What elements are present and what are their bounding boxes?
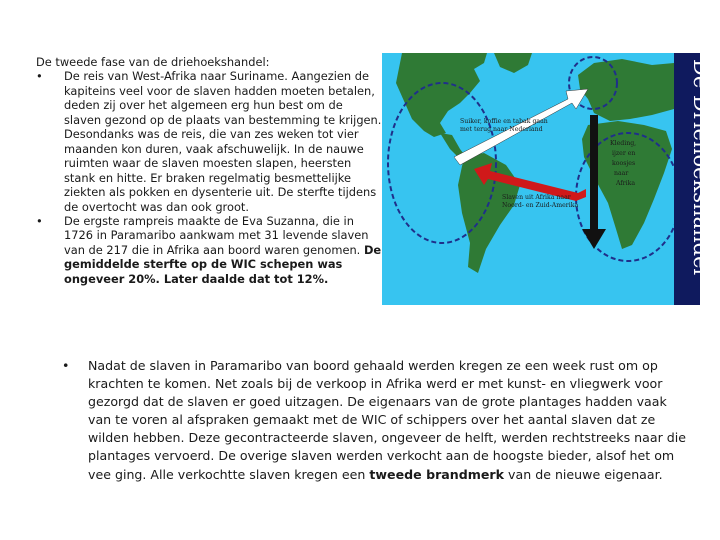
bullet-text-bold: De gemiddelde sterfte op de WIC schepen was ongeveer 20%. Later daalde dat tot 12%. <box>64 242 382 286</box>
map-graphic <box>382 53 713 305</box>
map-title: De Driehoekshandel <box>689 59 713 276</box>
bottom-text-block <box>62 357 687 484</box>
left-text-block <box>36 55 382 286</box>
bottom-text-before: Nadat de slaven in Paramaribo van boord gehaald werden kregen ze een week rust om op krachten te komen. Net zoals bij de verkoop in Afrika werd er met kunst- en vliegwerk voor gezorgd dat de slaven er goed uitzagen. De eigenaars van de grote plantages hadden vaak van te voren al afspraken gemaakt met de WIC of schippers over het aantal slaven dat ze wilden hebben. Deze gecontracteerde slaven, ongeveer de helft, werden rechtstreeks naar die plantages vervoerd. De overige slaven werden verkocht aan de hoogste bieder, alsof het om vee ging. Alle verkochtte slaven kregen een <box>88 358 687 482</box>
triangle-trade-map <box>382 53 713 305</box>
section-heading: De tweede fase van de driehoekshandel: <box>36 55 270 69</box>
bullet-text: De reis van West-Afrika naar Suriname. Aangezien de kapiteins veel voor de slaven hadden moeten betalen, deden zij over het algemeen erg hun best om de slaven gezond op de plaats van bestemming te krijgen. Desondanks was de reis, die van zes weken tot vier maanden kon duren, vaak afschuwelijk. In de nauwe ruimten waar de slaven moesten slapen, heersten stank en hitte. Er braken regelmatig besmettelijke ziekten als pokken en dysenterie uit. De sterfte tijdens de overtocht was dan ook groot. <box>64 69 382 214</box>
label-black-arrow-5: Afrika <box>616 180 636 187</box>
label-black-arrow-3: koosjes <box>612 160 636 167</box>
label-red-arrow-2: Noord- en Zuid-Amerika <box>502 202 579 209</box>
list-item <box>36 69 382 214</box>
bullet-marker: • <box>62 358 70 373</box>
label-red-arrow-1: Slaven uit Afrika naar <box>502 194 571 201</box>
list-item <box>36 214 382 286</box>
label-white-arrow-2: met terug naar Nederland <box>460 126 543 133</box>
label-white-arrow-1: Suiker, koffie en tabak gaan <box>460 118 548 125</box>
label-black-arrow-1: Kleding, <box>610 140 637 147</box>
bullet-marker: • <box>36 213 43 228</box>
label-black-arrow-2: ijzer en <box>612 150 636 157</box>
bullet-text: De ergste rampreis maakte de Eva Suzanna, die in 1726 in Paramaribo aankwam met 31 levende slaven van de 217 die in Afrika aan boord waren genomen. <box>64 213 369 257</box>
bottom-text-bold: tweede brandmerk <box>369 466 505 482</box>
bottom-paragraph <box>88 357 687 484</box>
bottom-text-after: van de nieuwe eigenaar. <box>508 466 663 482</box>
bullet-marker: • <box>36 69 43 84</box>
label-black-arrow-4: naar <box>614 170 629 177</box>
